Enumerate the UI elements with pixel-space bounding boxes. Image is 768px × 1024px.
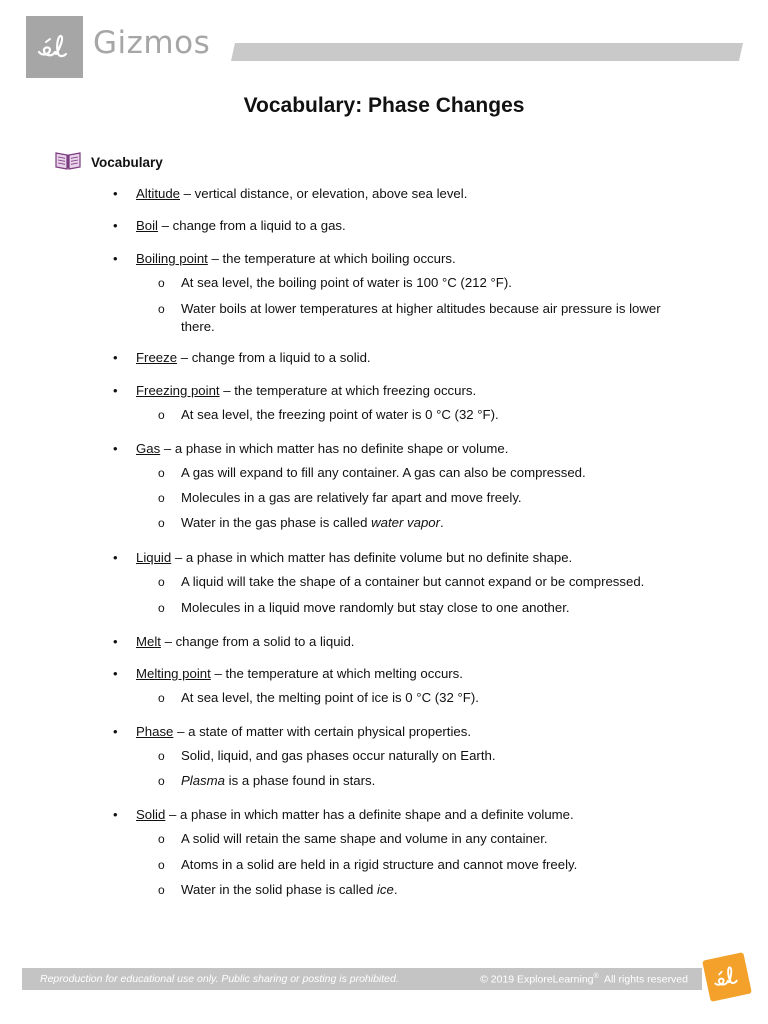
note-item: o Water in the solid phase is called ice.	[158, 882, 398, 897]
bullet: •	[113, 724, 118, 739]
footer-bar	[22, 968, 702, 990]
term-word: Melting point	[136, 666, 211, 681]
bullet: •	[113, 666, 118, 681]
note-item: o Solid, liquid, and gas phases occur naturally on Earth.	[158, 748, 496, 763]
bullet: •	[113, 350, 118, 365]
term-definition: – change from a liquid to a gas.	[158, 218, 346, 233]
term-melt	[113, 633, 696, 651]
term-word: Boil	[136, 218, 158, 233]
bullet: •	[113, 218, 118, 233]
brand-name: Gizmos	[93, 25, 211, 61]
sub-bullet: o	[158, 516, 165, 530]
term-word: Melt	[136, 634, 161, 649]
note-item: o Atoms in a solid are held in a rigid structure and cannot move freely.	[158, 857, 578, 872]
term-boiling-point	[113, 250, 696, 268]
sub-bullet: o	[158, 276, 165, 290]
footer-copyright: © 2019 ExploreLearning® All rights reserved	[480, 972, 688, 986]
term-definition: – a state of matter with certain physical properties.	[173, 724, 471, 739]
bullet: •	[113, 550, 118, 565]
term-gas	[113, 440, 696, 458]
term-solid	[113, 806, 696, 824]
sub-bullet: o	[158, 832, 165, 846]
sub-bullet: o	[158, 774, 165, 788]
term-definition: – the temperature at which freezing occurs.	[219, 383, 477, 398]
footer-disclaimer: Reproduction for educational use only. Public sharing or posting is prohibited.	[40, 973, 399, 985]
term-definition: – change from a solid to a liquid.	[160, 634, 355, 649]
term-altitude	[113, 185, 696, 203]
note-item: o Molecules in a gas are relatively far apart and move freely.	[158, 490, 522, 505]
sub-bullet: o	[158, 302, 165, 316]
note-item: o Molecules in a liquid move randomly but stay close to one another.	[158, 600, 570, 615]
term-word: Phase	[136, 724, 174, 739]
note-item: o At sea level, the boiling point of water is 100 °C (212 °F).	[158, 275, 512, 290]
note-item: o A gas will expand to fill any container. A gas can also be compressed.	[158, 465, 586, 480]
term-freezing-point	[113, 382, 696, 400]
term-definition: – vertical distance, or elevation, above sea level.	[180, 186, 468, 201]
note-item: o At sea level, the melting point of ice is 0 °C (32 °F).	[158, 690, 479, 705]
sub-bullet: o	[158, 491, 165, 505]
term-word: Altitude	[136, 186, 180, 201]
term-melting-point	[113, 665, 696, 683]
term-definition: – a phase in which matter has a definite shape and a definite volume.	[165, 807, 574, 822]
term-definition: – a phase in which matter has definite volume but no definite shape.	[171, 550, 573, 565]
section-label: Vocabulary	[91, 155, 163, 170]
sub-bullet: o	[158, 858, 165, 872]
page-title: Vocabulary: Phase Changes	[243, 94, 525, 117]
term-boil	[113, 217, 696, 235]
term-liquid	[113, 549, 696, 567]
term-definition: – a phase in which matter has no definite shape or volume.	[160, 441, 509, 456]
bullet: •	[113, 807, 118, 822]
sub-bullet: o	[158, 883, 165, 897]
sub-bullet: o	[158, 408, 165, 422]
footer-el-logo-icon	[702, 952, 752, 1002]
term-word: Boiling point	[136, 251, 208, 266]
term-word: Freezing point	[136, 383, 220, 398]
term-word: Gas	[136, 441, 161, 456]
note-item: o Plasma is a phase found in stars.	[158, 773, 376, 788]
bullet: •	[113, 186, 118, 201]
bullet: •	[113, 441, 118, 456]
note-item: o At sea level, the freezing point of water is 0 °C (32 °F).	[158, 407, 499, 422]
term-definition: – the temperature at which melting occurs.	[210, 666, 463, 681]
term-word: Liquid	[136, 550, 172, 565]
sub-bullet: o	[158, 575, 165, 589]
term-definition: – change from a liquid to a solid.	[177, 350, 371, 365]
sub-bullet: o	[158, 601, 165, 615]
sub-bullet: o	[158, 749, 165, 763]
bullet: •	[113, 634, 118, 649]
note-item: o Water in the gas phase is called water vapor.	[158, 515, 444, 530]
sub-bullet: o	[158, 691, 165, 705]
note-item: o A solid will retain the same shape and volume in any container.	[158, 831, 548, 846]
term-word: Freeze	[136, 350, 178, 365]
term-freeze	[113, 349, 696, 367]
sub-bullet: o	[158, 466, 165, 480]
note-item: o A liquid will take the shape of a container but cannot expand or be compressed.	[158, 574, 645, 589]
term-phase	[113, 723, 696, 741]
bullet: •	[113, 251, 118, 266]
bullet: •	[113, 383, 118, 398]
term-word: Solid	[136, 807, 166, 822]
note-item: o Water boils at lower temperatures at higher altitudes because air pressure is lower there.	[158, 301, 661, 334]
term-definition: – the temperature at which boiling occurs.	[207, 251, 456, 266]
